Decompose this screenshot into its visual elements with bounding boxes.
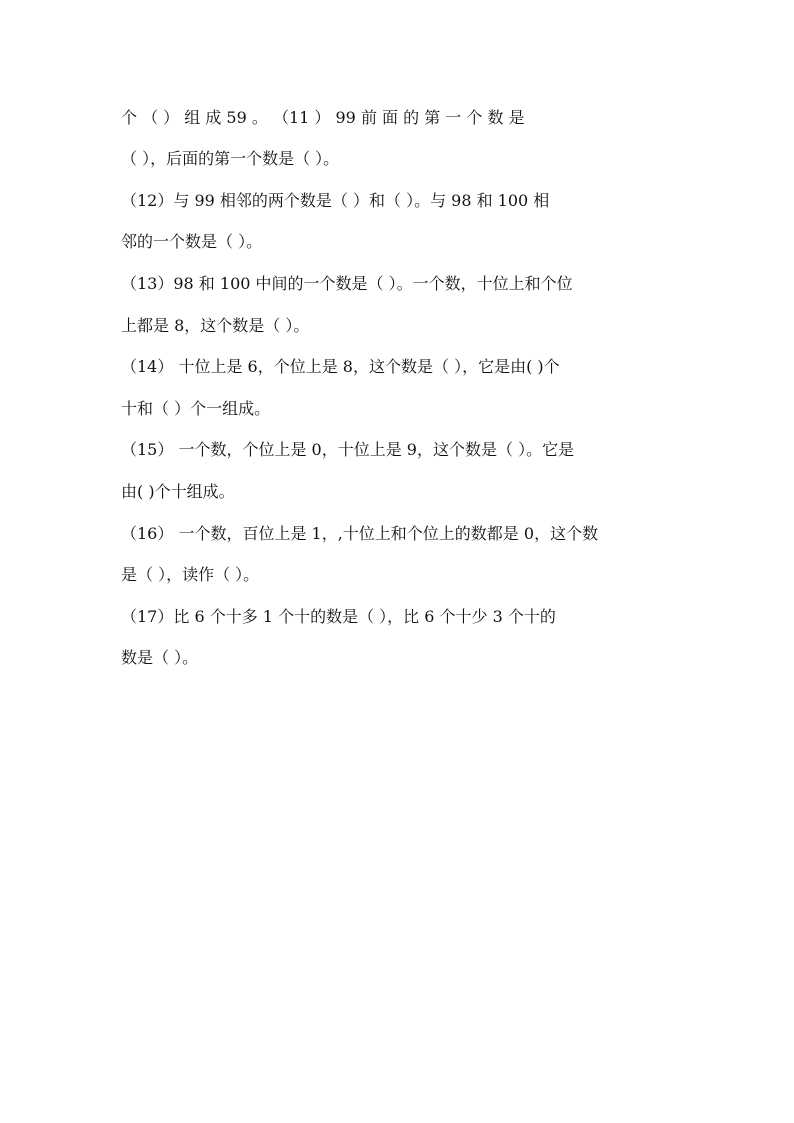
question-17-line-1: （17）比 6 个十多 1 个十的数是（ ），比 6 个十少 3 个十的	[121, 607, 556, 626]
question-17-line-2: 数是（ ）。	[121, 648, 199, 667]
question-11-line-1: 个 （ ） 组 成 59 。 （11 ） 99 前 面 的 第 一 个 数 是	[121, 108, 525, 127]
question-15-line-1: （15） 一个数，个位上是 0，十位上是 9，这个数是（ ）。它是	[121, 440, 575, 459]
question-16-line-1: （16） 一个数，百位上是 1，,十位上和个位上的数都是 0，这个数	[121, 524, 599, 543]
question-15-line-2: 由( )个十组成。	[121, 482, 235, 501]
question-12-line-2: 邻的一个数是（ ）。	[121, 232, 263, 251]
question-13-line-1: （13）98 和 100 中间的一个数是（ ）。一个数，十位上和个位	[121, 274, 573, 293]
question-11-line-2: （ ），后面的第一个数是（ ）。	[121, 149, 340, 168]
question-13-line-2: 上都是 8，这个数是（ ）。	[121, 316, 310, 335]
question-12-line-1: （12）与 99 相邻的两个数是（ ）和（ ）。与 98 和 100 相	[121, 191, 550, 210]
question-16-line-2: 是（ ），读作（ ）。	[121, 565, 260, 584]
question-14-line-1: （14） 十位上是 6，个位上是 8，这个数是（ ），它是由( )个	[121, 357, 560, 376]
question-14-line-2: 十和（ ）个一组成。	[121, 399, 271, 418]
